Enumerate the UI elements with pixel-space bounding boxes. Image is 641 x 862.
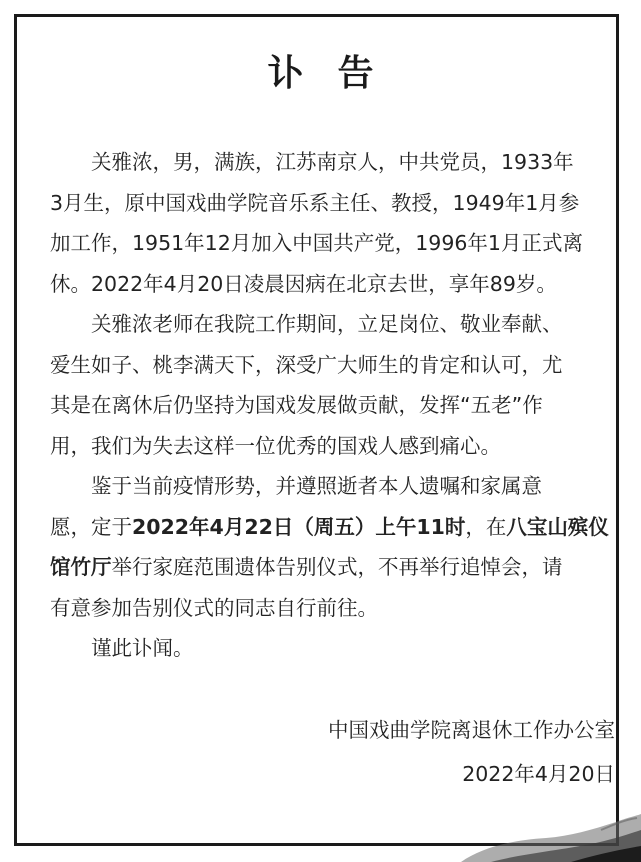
text-line: 加工作，1951年12月加入中国共产党，1996年1月正式离 <box>50 231 583 255</box>
text-line: 鉴于当前疫情形势，并遵照逝者本人遗嘱和家属意 <box>91 474 542 498</box>
signature-date: 2022年4月20日 <box>462 762 615 786</box>
text-line <box>9 547 620 588</box>
text-line: 谨此讣闻。 <box>91 636 194 660</box>
text-fragment: ，在 <box>465 514 507 539</box>
paragraph-farewell-arrangement <box>50 466 620 628</box>
ink-brush-decoration <box>451 800 641 862</box>
text-line: 用，我们为失去这样一位优秀的国戏人感到痛心。 <box>50 433 501 458</box>
text-line: 有意参加告别仪式的同志自行前往。 <box>50 595 378 620</box>
text-line: 爱生如子、桃李满天下，深受广大师生的肯定和认可，尤 <box>50 352 563 377</box>
paragraph-tribute <box>50 304 620 466</box>
notice-body <box>50 142 620 669</box>
signature-organization: 中国戏曲学院离退休工作办公室 <box>328 718 615 742</box>
paragraph-closing <box>50 628 620 669</box>
text-fragment: 愿，定于 <box>50 514 132 539</box>
farewell-venue-part2: 馆竹厅 <box>50 555 112 579</box>
text-line: 关雅浓，男，满族，江苏南京人，中共党员，1933年 <box>91 150 574 174</box>
text-fragment: 举行家庭范围遗体告别仪式，不再举行追悼会，请 <box>111 555 563 579</box>
text-line: 休。2022年4月20日凌晨因病在北京去世，享年89岁。 <box>50 271 557 296</box>
farewell-date: 2022年4月22日（周五）上午11时 <box>132 514 466 539</box>
paragraph-death-announcement <box>50 142 620 304</box>
notice-title: 讣告 <box>267 53 408 94</box>
text-line <box>9 507 620 548</box>
farewell-venue-part1: 八宝山殡仪 <box>506 514 609 539</box>
text-line: 关雅浓老师在我院工作期间，立足岗位、敬业奉献、 <box>91 312 563 336</box>
text-line: 3月生，原中国戏曲学院音乐系主任、教授，1949年1月参 <box>50 190 580 215</box>
text-line: 其是在离休后仍坚持为国戏发展做贡献，发挥“五老”作 <box>50 393 543 417</box>
